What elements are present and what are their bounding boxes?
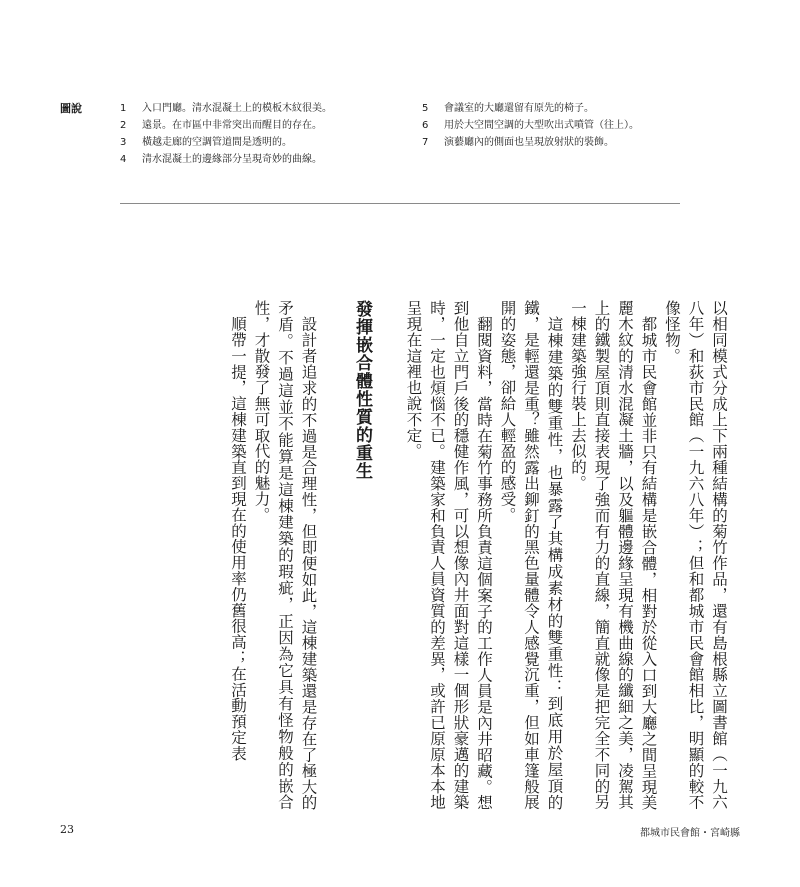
caption-text: 演藝廳內的側面也呈現放射狀的裝飾。 [444, 137, 614, 148]
caption-number: 5 [422, 103, 429, 114]
caption-number: 3 [120, 137, 127, 148]
caption-item [120, 117, 400, 134]
caption-number: 4 [120, 154, 127, 165]
caption-item [422, 117, 722, 134]
caption-text: 遠景。在市區中非常突出而醒目的存在。 [142, 120, 322, 131]
caption-text: 入口門廳。清水混凝土上的模板木紋很美。 [142, 103, 332, 114]
running-title: 都城市民會館・宮崎縣 [640, 828, 740, 839]
captions-left-column [120, 100, 400, 168]
body-paragraph: 順帶一提，這棟建築直到現在的使用率仍舊很高；在活動預定表 [229, 315, 247, 761]
body-paragraph: 翻閱資料，當時在菊竹事務所負責這個案子的工作人員是內井昭藏。想到他自立門戶後的穩健作風，可以想像內井面對這樣一個形狀豪邁的建築時，一定也煩惱不已。建築家和負責人員資質的差異，或許已原原本本地呈現在這裡也說不定。 [404, 300, 493, 810]
caption-text: 清水混凝土的邊緣部分呈現奇妙的曲線。 [142, 154, 322, 165]
body-paragraph: 這棟建築的雙重性，也暴露了其構成素材的雙重性：到底用於屋頂的鐵，是輕還是重？雖然露出鉚釘的黑色量體令人感覺沉重，但如車篷般展開的姿態，卻給人輕盈的感受。 [498, 300, 564, 810]
caption-item [422, 134, 722, 151]
caption-item [120, 151, 400, 168]
body-paragraph: 設計者追求的不過是合理性，但即便如此，這棟建築還是存在了極大的矛盾。不過這並不能算是這棟建築的瑕疵，正因為它具有怪物般的嵌合性，才散發了無可取代的魅力。 [252, 300, 318, 810]
caption-text: 橫越走廊的空調管道間是透明的。 [142, 137, 292, 148]
caption-item [422, 100, 722, 117]
captions-heading: 圖說 [60, 102, 82, 115]
caption-number: 7 [422, 137, 429, 148]
caption-item [120, 134, 400, 151]
body-paragraph: 都城市民會館並非只有結構是嵌合體，相對於從入口到大廳之間呈現美麗木紋的清水混凝土牆，以及軀體邊緣呈現有機曲線的纖細之美，凌駕其上的鐵製屋頂則直接表現了強而有力的直線，簡直就像是把完全不同的另一棟建築強行裝上去似的。 [569, 300, 658, 810]
caption-text: 會議室的大廳還留有原先的椅子。 [444, 103, 594, 114]
caption-item [120, 100, 400, 117]
page-number: 23 [60, 823, 74, 836]
caption-text: 用於大空間空調的大型吹出式噴管（往上）。 [444, 120, 639, 131]
body-paragraph: 以相同模式分成上下兩種結構的菊竹作品，還有島根縣立圖書館（一九六八年）和荻市民館（一九六八年）；但和都城市民會館相比，明顯的較不像怪物。 [663, 300, 728, 810]
caption-number: 2 [120, 120, 127, 131]
captions-right-column [422, 100, 722, 151]
section-heading: 發揮嵌合體性質的重生 [352, 300, 372, 480]
caption-number: 1 [120, 103, 127, 114]
divider-rule [120, 203, 680, 204]
vertical-body-text [226, 300, 731, 810]
caption-number: 6 [422, 120, 429, 131]
